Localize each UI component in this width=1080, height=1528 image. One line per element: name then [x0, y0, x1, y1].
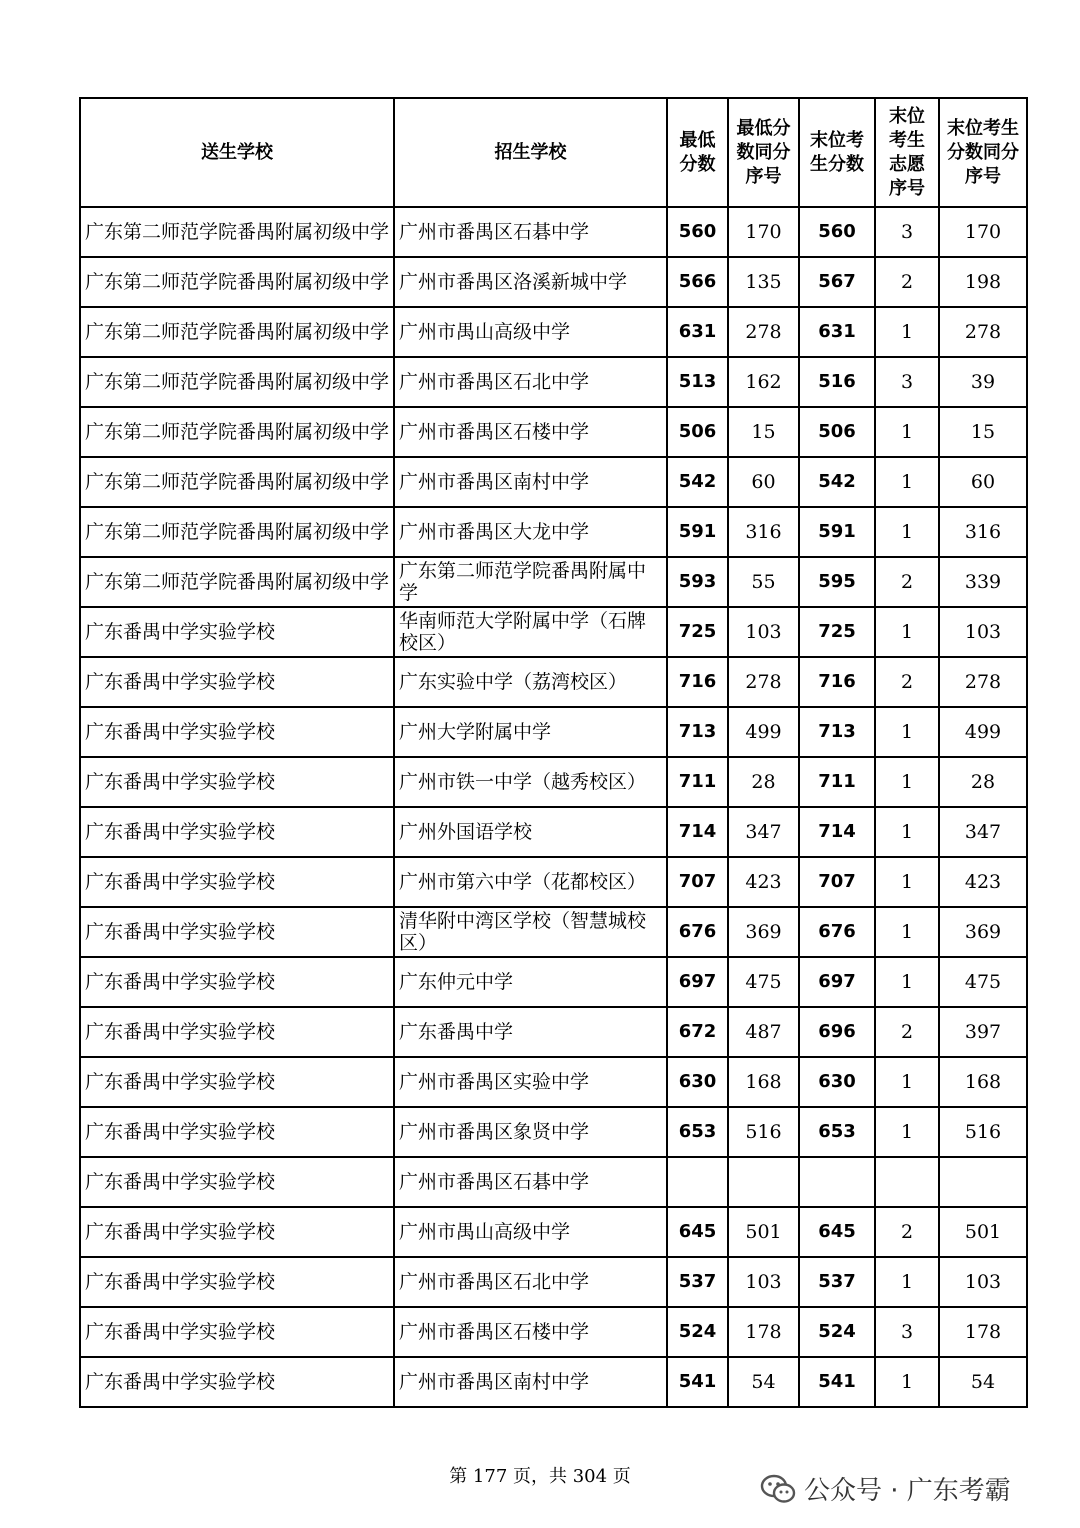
cell-min-score-rank: 170: [728, 207, 799, 257]
cell-last-choice-no: 1: [875, 807, 939, 857]
cell-last-score-rank: [939, 1157, 1027, 1207]
cell-last-choice-no: 1: [875, 707, 939, 757]
cell-last-score: 676: [799, 907, 875, 957]
table-row: [80, 657, 1027, 707]
cell-min-score: 513: [667, 357, 728, 407]
cell-admitting-school: 广州市番禺区石碁中学: [394, 1157, 667, 1207]
cell-min-score: 716: [667, 657, 728, 707]
cell-min-score: 631: [667, 307, 728, 357]
cell-sending-school: 广东第二师范学院番禺附属初级中学: [80, 307, 394, 357]
cell-min-score: 593: [667, 557, 728, 607]
cell-sending-school: 广东番禺中学实验学校: [80, 1207, 394, 1257]
cell-last-choice-no: 3: [875, 207, 939, 257]
cell-min-score: 697: [667, 957, 728, 1007]
page-number: 第 177 页，共 304 页: [449, 1466, 631, 1487]
cell-min-score: 541: [667, 1357, 728, 1407]
cell-last-choice-no: 1: [875, 407, 939, 457]
cell-last-choice-no: 1: [875, 307, 939, 357]
cell-last-score: 541: [799, 1357, 875, 1407]
cell-last-score: 595: [799, 557, 875, 607]
cell-last-score: 630: [799, 1057, 875, 1107]
cell-min-score: 566: [667, 257, 728, 307]
cell-last-choice-no: 1: [875, 1257, 939, 1307]
cell-last-choice-no: 2: [875, 557, 939, 607]
cell-last-choice-no: 2: [875, 1007, 939, 1057]
cell-sending-school: 广东番禺中学实验学校: [80, 707, 394, 757]
watermark: [760, 1470, 1011, 1507]
cell-last-choice-no: 1: [875, 507, 939, 557]
cell-last-score: 714: [799, 807, 875, 857]
table-row: [80, 457, 1027, 507]
cell-min-score-rank: 54: [728, 1357, 799, 1407]
cell-sending-school: 广东番禺中学实验学校: [80, 907, 394, 957]
table-row: [80, 707, 1027, 757]
cell-last-score-rank: 168: [939, 1057, 1027, 1107]
cell-last-choice-no: 3: [875, 357, 939, 407]
cell-last-choice-no: 1: [875, 1057, 939, 1107]
cell-min-score: 725: [667, 607, 728, 657]
table-row: [80, 957, 1027, 1007]
cell-min-score-rank: 369: [728, 907, 799, 957]
cell-last-score-rank: 347: [939, 807, 1027, 857]
cell-last-score-rank: 15: [939, 407, 1027, 457]
cell-last-score-rank: 170: [939, 207, 1027, 257]
cell-last-choice-no: [875, 1157, 939, 1207]
cell-last-score: 713: [799, 707, 875, 757]
cell-min-score-rank: 103: [728, 1257, 799, 1307]
cell-min-score: 524: [667, 1307, 728, 1357]
cell-last-score: [799, 1157, 875, 1207]
table-body: [80, 207, 1027, 1407]
cell-admitting-school: 华南师范大学附属中学（石牌校区）: [394, 607, 667, 657]
watermark-text: 公众号 · 广东考霸: [804, 1476, 1011, 1506]
cell-min-score: 711: [667, 757, 728, 807]
table-row: [80, 1107, 1027, 1157]
header-admitting-school: 招生学校: [394, 98, 667, 207]
table-row: [80, 257, 1027, 307]
score-table-container: [79, 97, 1026, 1408]
cell-last-choice-no: 1: [875, 1357, 939, 1407]
cell-admitting-school: 广州市番禺区石北中学: [394, 357, 667, 407]
cell-admitting-school: 广州市番禺区石碁中学: [394, 207, 667, 257]
table-row: [80, 1257, 1027, 1307]
cell-admitting-school: 广州市第六中学（花都校区）: [394, 857, 667, 907]
cell-last-score: 506: [799, 407, 875, 457]
table-row: [80, 1357, 1027, 1407]
header-last-score-rank: 末位考生 分数同分 序号: [939, 98, 1027, 207]
table-row: [80, 1057, 1027, 1107]
cell-sending-school: 广东第二师范学院番禺附属初级中学: [80, 357, 394, 407]
table-row: [80, 1007, 1027, 1057]
cell-sending-school: 广东番禺中学实验学校: [80, 1157, 394, 1207]
cell-sending-school: 广东番禺中学实验学校: [80, 757, 394, 807]
header-min-score-rank: 最低分 数同分 序号: [728, 98, 799, 207]
cell-admitting-school: 广州大学附属中学: [394, 707, 667, 757]
table-row: [80, 1207, 1027, 1257]
cell-last-score-rank: 501: [939, 1207, 1027, 1257]
cell-admitting-school: 广州市番禺区实验中学: [394, 1057, 667, 1107]
cell-last-score: 591: [799, 507, 875, 557]
cell-last-score-rank: 60: [939, 457, 1027, 507]
cell-min-score-rank: 347: [728, 807, 799, 857]
cell-sending-school: 广东番禺中学实验学校: [80, 1007, 394, 1057]
cell-last-score: 516: [799, 357, 875, 407]
cell-admitting-school: 广州市番禺区南村中学: [394, 1357, 667, 1407]
cell-sending-school: 广东番禺中学实验学校: [80, 807, 394, 857]
cell-min-score: 537: [667, 1257, 728, 1307]
cell-last-score-rank: 397: [939, 1007, 1027, 1057]
cell-sending-school: 广东番禺中学实验学校: [80, 1107, 394, 1157]
cell-last-score-rank: 28: [939, 757, 1027, 807]
cell-last-score: 537: [799, 1257, 875, 1307]
cell-min-score-rank: 60: [728, 457, 799, 507]
cell-min-score-rank: 516: [728, 1107, 799, 1157]
cell-admitting-school: 广州市番禺区大龙中学: [394, 507, 667, 557]
cell-last-score: 542: [799, 457, 875, 507]
cell-admitting-school: 广东番禺中学: [394, 1007, 667, 1057]
table-row: [80, 857, 1027, 907]
cell-last-score: 716: [799, 657, 875, 707]
cell-last-choice-no: 1: [875, 757, 939, 807]
cell-sending-school: 广东番禺中学实验学校: [80, 1307, 394, 1357]
cell-sending-school: 广东第二师范学院番禺附属初级中学: [80, 407, 394, 457]
table-row: [80, 307, 1027, 357]
cell-admitting-school: 广东仲元中学: [394, 957, 667, 1007]
cell-last-choice-no: 1: [875, 907, 939, 957]
cell-min-score-rank: 55: [728, 557, 799, 607]
table-row: [80, 407, 1027, 457]
cell-admitting-school: 广州外国语学校: [394, 807, 667, 857]
cell-sending-school: 广东番禺中学实验学校: [80, 657, 394, 707]
cell-admitting-school: 广州市禺山高级中学: [394, 307, 667, 357]
cell-min-score: 653: [667, 1107, 728, 1157]
header-last-score: 末位考 生分数: [799, 98, 875, 207]
table-row: [80, 357, 1027, 407]
cell-last-score-rank: 369: [939, 907, 1027, 957]
cell-last-score-rank: 103: [939, 607, 1027, 657]
cell-min-score-rank: 278: [728, 307, 799, 357]
cell-last-score-rank: 198: [939, 257, 1027, 307]
table-row: [80, 207, 1027, 257]
header-sending-school: 送生学校: [80, 98, 394, 207]
cell-last-score: 631: [799, 307, 875, 357]
cell-min-score-rank: 135: [728, 257, 799, 307]
cell-admitting-school: 广州市禺山高级中学: [394, 1207, 667, 1257]
cell-last-score: 567: [799, 257, 875, 307]
cell-min-score-rank: 278: [728, 657, 799, 707]
table-row: [80, 1157, 1027, 1207]
cell-sending-school: 广东番禺中学实验学校: [80, 957, 394, 1007]
cell-last-score-rank: 278: [939, 657, 1027, 707]
cell-admitting-school: 广州市铁一中学（越秀校区）: [394, 757, 667, 807]
cell-last-choice-no: 1: [875, 857, 939, 907]
cell-last-score: 524: [799, 1307, 875, 1357]
cell-admitting-school: 广东第二师范学院番禺附属中学: [394, 557, 667, 607]
cell-min-score: 707: [667, 857, 728, 907]
cell-sending-school: 广东番禺中学实验学校: [80, 1357, 394, 1407]
cell-last-score-rank: 103: [939, 1257, 1027, 1307]
cell-last-score-rank: 278: [939, 307, 1027, 357]
cell-admitting-school: 广州市番禺区石北中学: [394, 1257, 667, 1307]
cell-min-score: 645: [667, 1207, 728, 1257]
cell-last-score: 725: [799, 607, 875, 657]
cell-min-score: 542: [667, 457, 728, 507]
cell-last-choice-no: 3: [875, 1307, 939, 1357]
cell-min-score-rank: 28: [728, 757, 799, 807]
cell-last-score-rank: 178: [939, 1307, 1027, 1357]
cell-sending-school: 广东第二师范学院番禺附属初级中学: [80, 257, 394, 307]
cell-min-score-rank: 15: [728, 407, 799, 457]
cell-min-score-rank: 162: [728, 357, 799, 407]
cell-sending-school: 广东番禺中学实验学校: [80, 607, 394, 657]
cell-sending-school: 广东番禺中学实验学校: [80, 1057, 394, 1107]
cell-last-choice-no: 1: [875, 957, 939, 1007]
table-row: [80, 757, 1027, 807]
cell-admitting-school: 清华附中湾区学校（智慧城校区）: [394, 907, 667, 957]
table-header-row: [80, 98, 1027, 207]
cell-min-score-rank: 316: [728, 507, 799, 557]
cell-sending-school: 广东番禺中学实验学校: [80, 857, 394, 907]
cell-last-score: 711: [799, 757, 875, 807]
cell-min-score: 630: [667, 1057, 728, 1107]
wechat-icon: [760, 1474, 796, 1504]
cell-last-score-rank: 499: [939, 707, 1027, 757]
cell-min-score-rank: 103: [728, 607, 799, 657]
cell-min-score-rank: 487: [728, 1007, 799, 1057]
cell-min-score: 714: [667, 807, 728, 857]
cell-last-score-rank: 39: [939, 357, 1027, 407]
cell-min-score-rank: [728, 1157, 799, 1207]
cell-last-score-rank: 516: [939, 1107, 1027, 1157]
cell-admitting-school: 广州市番禺区石楼中学: [394, 1307, 667, 1357]
table-row: [80, 907, 1027, 957]
cell-min-score: 591: [667, 507, 728, 557]
cell-admitting-school: 广州市番禺区石楼中学: [394, 407, 667, 457]
cell-last-score: 645: [799, 1207, 875, 1257]
cell-last-choice-no: 1: [875, 457, 939, 507]
cell-last-score-rank: 339: [939, 557, 1027, 607]
cell-last-choice-no: 2: [875, 257, 939, 307]
header-last-choice-no: 末位 考生 志愿 序号: [875, 98, 939, 207]
cell-min-score-rank: 501: [728, 1207, 799, 1257]
cell-min-score-rank: 423: [728, 857, 799, 907]
cell-sending-school: 广东第二师范学院番禺附属初级中学: [80, 457, 394, 507]
cell-sending-school: 广东第二师范学院番禺附属初级中学: [80, 557, 394, 607]
table-row: [80, 607, 1027, 657]
cell-last-score-rank: 475: [939, 957, 1027, 1007]
table-row: [80, 807, 1027, 857]
cell-sending-school: 广东第二师范学院番禺附属初级中学: [80, 507, 394, 557]
cell-last-score: 653: [799, 1107, 875, 1157]
cell-last-choice-no: 1: [875, 607, 939, 657]
table-row: [80, 557, 1027, 607]
cell-min-score: [667, 1157, 728, 1207]
cell-admitting-school: 广州市番禺区洛溪新城中学: [394, 257, 667, 307]
cell-min-score: 676: [667, 907, 728, 957]
cell-min-score: 560: [667, 207, 728, 257]
cell-admitting-school: 广东实验中学（荔湾校区）: [394, 657, 667, 707]
cell-min-score: 713: [667, 707, 728, 757]
score-table: [79, 97, 1028, 1408]
cell-admitting-school: 广州市番禺区南村中学: [394, 457, 667, 507]
cell-last-score-rank: 423: [939, 857, 1027, 907]
cell-sending-school: 广东番禺中学实验学校: [80, 1257, 394, 1307]
cell-min-score-rank: 475: [728, 957, 799, 1007]
cell-min-score: 672: [667, 1007, 728, 1057]
cell-last-choice-no: 1: [875, 1107, 939, 1157]
cell-sending-school: 广东第二师范学院番禺附属初级中学: [80, 207, 394, 257]
cell-last-score-rank: 316: [939, 507, 1027, 557]
cell-last-score: 560: [799, 207, 875, 257]
cell-min-score-rank: 178: [728, 1307, 799, 1357]
cell-last-score-rank: 54: [939, 1357, 1027, 1407]
cell-last-choice-no: 2: [875, 1207, 939, 1257]
cell-min-score-rank: 168: [728, 1057, 799, 1107]
cell-last-score: 697: [799, 957, 875, 1007]
cell-last-score: 707: [799, 857, 875, 907]
table-row: [80, 1307, 1027, 1357]
cell-admitting-school: 广州市番禺区象贤中学: [394, 1107, 667, 1157]
table-row: [80, 507, 1027, 557]
cell-min-score-rank: 499: [728, 707, 799, 757]
cell-min-score: 506: [667, 407, 728, 457]
cell-last-score: 696: [799, 1007, 875, 1057]
header-min-score: 最低 分数: [667, 98, 728, 207]
cell-last-choice-no: 2: [875, 657, 939, 707]
